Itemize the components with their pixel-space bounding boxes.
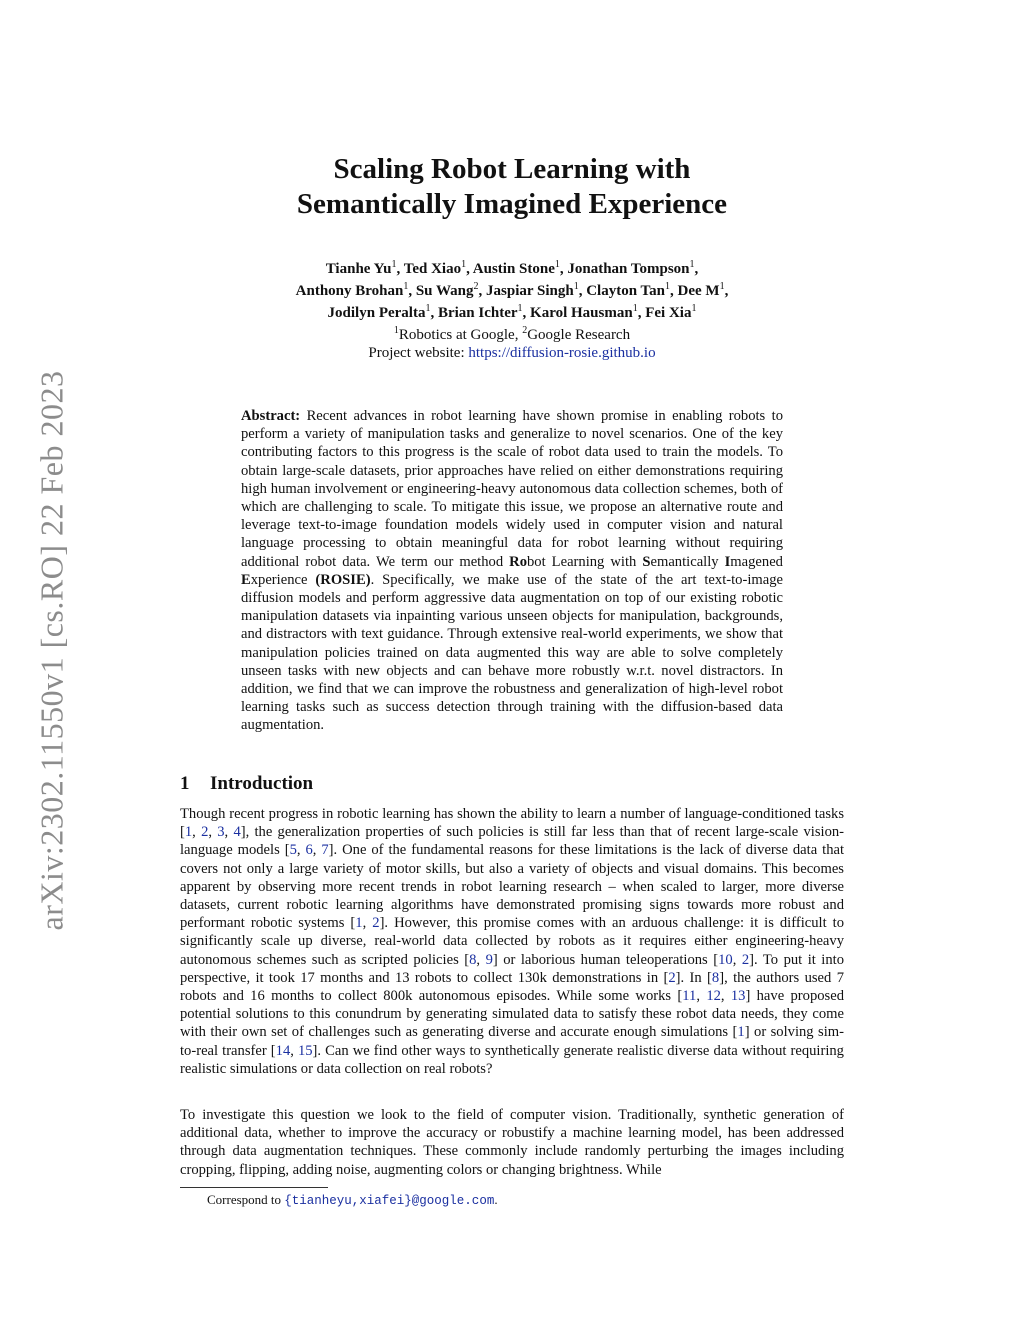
author-name: Jonathan Tompson [567,261,690,277]
method-name-2: S [642,553,651,570]
method-name-6: E [241,571,251,588]
intro-paragraph-2: To investigate this question we look to the field of computer vision. Traditionally, synthetic generation of additional data, whether to improve the accuracy or robustify a machine learning model, has been addressed through data augmentation techniques. These commonly include randomly perturbing the images including cropping, flipping, adding noise, augmenting colors or changing brightness. While [180,1107,844,1178]
paper-title [180,152,844,222]
intro-text: , [208,824,218,841]
author-affiliation-marker: 1 [691,303,697,314]
author-name: Dee M [677,283,720,299]
author-affiliation-marker: 1 [665,281,671,292]
author-affiliation-marker: 1 [573,281,579,292]
author-name: Clayton Tan [586,283,666,299]
author-separator: , [559,261,568,277]
citation-link[interactable]: 10 [718,951,733,968]
abstract-text-1: Recent advances in robot learning have shown promise in enabling robots to perform a variety of manipulation tasks and generalize to novel scenarios. One of the key contributing factors to this progress is the scale of robot data used to train the models. To obtain large-scale datasets, prior approaches have relied on either demonstrations requiring high human involvement or engineering-heavy autonomous data collection schemes, both of which are challenging to scale. To mitigate this issue, we propose an alternative route and leverage text-to-image foundation models widely used in computer vision and natural language processing to obtain meaningful data for robot learning without requiring additional robot data. We term our method [241,408,783,570]
affiliation-2-marker: 2 [522,325,528,336]
intro-text: , [476,951,486,968]
author-name: Su Wang [415,283,474,299]
author-name: Jaspiar Singh [486,283,574,299]
section-number: 1 [180,773,190,794]
author-block [180,256,844,362]
author-separator: , [637,305,646,321]
intro-text: ] or laborious human teleoperations [ [492,951,719,968]
citation-link[interactable]: 3 [217,824,225,841]
footnote [207,1192,498,1208]
author-name: Jodilyn Peralta [327,305,426,321]
intro-paragraph-1 [180,805,844,1078]
section-title: Introduction [210,773,314,794]
intro-text: ]. In [ [675,969,712,986]
paper-title-line1: Scaling Robot Learning with [333,153,691,185]
citation-link[interactable]: 2 [201,824,209,841]
author-affiliation-marker: 1 [403,281,409,292]
affiliations [180,322,844,344]
intro-text: ]. However, this promise comes with an arduous challenge: it is difficult to significantly scale up diverse, real-world data collected by robots as it requires either engineering-heavy autonomous schemes such as scripted policies [ [180,915,844,968]
citation-link[interactable]: 11 [682,988,697,1005]
author-name: Karol Hausman [530,305,633,321]
method-name-3: emantically [650,553,725,570]
author-affiliation-marker: 1 [689,259,695,270]
author-name: Brian Ichter [437,305,518,321]
author-name: Anthony Brohan [295,283,404,299]
author-separator: , [522,305,531,321]
method-name-0: Ro [509,553,527,570]
intro-text: ]. One of the fundamental reasons for these limitations is the lack of diverse data that covers not only a large variety of motor skills, but also a variety of objects and visual domains. This becomes apparent by observing more recent trends in robot learning research – when scaled to larger, more diverse datasets, current robotic learning algorithms have demonstrated promising signs towards more robust and performant robotic systems [ [180,842,845,932]
author-name: Ted Xiao [403,261,462,277]
arxiv-stamp-text: arXiv:2302.11550v1 [cs.RO] 22 Feb 2023 [33,370,70,930]
paper-title-line2: Semantically Imagined Experience [296,188,728,220]
author-affiliation-marker: 1 [554,259,560,270]
affiliation-2: Google Research [527,327,631,343]
author-list [180,256,844,322]
correspondence-email[interactable]: {tianheyu,xiafei}@google.com [284,1194,495,1208]
method-name-4: I [724,553,731,570]
citation-link[interactable]: 9 [485,951,493,968]
intro-text: ] have proposed potential solutions to this conundrum by generating simulated data to satisfy these robot data needs, they come with their own set of challenges such as generating diverse and accurate enough simulations [ [180,988,845,1041]
section-heading-introduction [180,773,313,795]
intro-text: , [192,824,202,841]
citation-link[interactable]: 4 [233,824,241,841]
intro-text: , [312,842,322,859]
abstract-text-2: . Specifically, we make use of the state of the art text-to-image diffusion models and perform aggressive data augmentation on top of our existing robotic manipulation datasets via inpainting various unseen objects for manipulation, backgrounds, and distractors with text guidance. Through extensive real-world experiments, we show that manipulation policies trained on data augmented this way are able to solve completely unseen tasks with new objects and can behave more robustly w.r.t. novel distractors. In addition, we find that we can improve the robustness and generalization of high-level robot learning tasks such as success detection through training with the diffusion-based data augmentation. [241,571,783,734]
citation-link[interactable]: 14 [275,1042,291,1059]
intro-text: Though recent progress in robotic learning has shown the ability to learn a number of language-conditioned tasks [ [180,806,844,841]
footnote-rule [180,1187,328,1188]
method-name-5: magened [730,553,783,570]
author-affiliation-marker: 1 [719,281,725,292]
project-website-label: Project website: [368,345,469,361]
citation-link[interactable]: 1 [184,824,193,841]
intro-text: ] or solving sim-to-real transfer [ [180,1024,844,1059]
citation-link[interactable]: 12 [706,988,721,1005]
intro-text: , [296,842,306,859]
author-separator: , [408,283,416,299]
affiliation-1: Robotics at Google, [398,327,523,343]
intro-text: ], the generalization properties of such policies is still far less than that of recent large-scale vision-language models [ [180,824,845,859]
intro-text: , [720,988,731,1005]
intro-text: ]. To put it into perspective, it took 17 months and 13 robots to collect 130k demonstrations in [ [180,951,845,986]
intro-text: ]. Can we find other ways to synthetically generate realistic diverse data without requiring realistic simulations or data collection on real robots? [180,1042,844,1077]
intro-text: , [224,824,234,841]
method-name-7: xperience [250,571,308,588]
author-separator: , [396,261,404,277]
author-separator: , [670,283,678,299]
citation-link[interactable]: 8 [469,951,477,968]
method-name-1: bot Learning with [527,553,643,570]
citation-link[interactable]: 5 [289,842,297,859]
author-line [180,278,844,300]
citation-link[interactable]: 1 [355,915,363,932]
arxiv-stamp [22,355,82,945]
footnote-prefix: Correspond to [207,1192,285,1207]
project-website [180,344,844,362]
citation-link[interactable]: 6 [305,842,313,859]
author-separator: , [466,261,473,277]
citation-link[interactable]: 2 [372,915,380,932]
author-affiliation-marker: 2 [473,281,479,292]
method-acronym: (ROSIE) [315,571,371,588]
citation-link[interactable]: 13 [730,988,746,1005]
citation-link[interactable]: 15 [297,1042,313,1059]
citation-link[interactable]: 7 [321,842,329,859]
author-affiliation-marker: 1 [517,303,523,314]
intro-text: , [732,951,742,968]
footnote-suffix: . [494,1192,498,1207]
citation-link[interactable]: 1 [737,1024,745,1041]
citation-link[interactable]: 2 [741,951,750,968]
intro-text: , [696,988,707,1005]
intro-text: , [362,915,373,932]
author-separator: , [478,283,487,299]
author-line [180,256,844,278]
author-separator: , [724,283,729,299]
intro-text: ], the authors used 7 robots and 16 months to collect 800k autonomous episodes. While some works [ [180,969,844,1005]
author-separator: , [578,283,587,299]
author-name: Austin Stone [472,261,555,277]
intro-text: , [290,1042,298,1059]
author-affiliation-marker: 1 [391,259,397,270]
author-separator: , [694,261,699,277]
author-separator: , [430,305,438,321]
author-affiliation-marker: 1 [461,259,467,270]
author-name: Tianhe Yu [325,261,392,277]
affiliation-1-marker: 1 [393,325,399,336]
project-website-link[interactable]: https://diffusion-rosie.github.io [468,345,656,361]
author-affiliation-marker: 1 [632,303,638,314]
author-name: Fei Xia [645,305,692,321]
author-affiliation-marker: 1 [425,303,431,314]
abstract [241,407,783,735]
citation-link[interactable]: 8 [711,969,720,986]
abstract-label: Abstract: [241,408,301,424]
author-line [180,300,844,322]
citation-link[interactable]: 2 [668,969,676,986]
